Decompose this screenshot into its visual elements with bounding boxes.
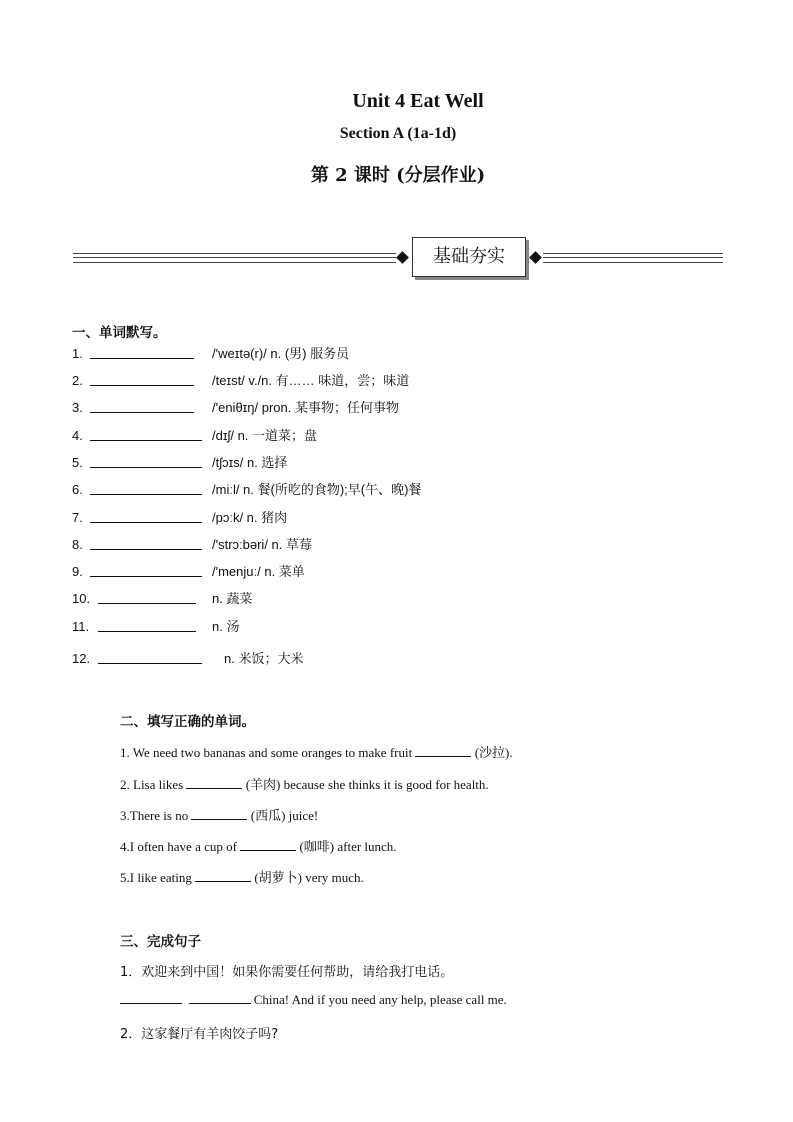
word-definition: /tʃɔɪs/ n. 选择 (212, 455, 288, 470)
answer-blank[interactable] (90, 494, 202, 495)
word-item (72, 650, 572, 668)
word-item (72, 427, 572, 445)
banner-label: 基础夯实 (412, 237, 526, 277)
answer-blank[interactable] (90, 358, 194, 359)
word-item (72, 590, 572, 608)
word-definition: /'eniθɪŋ/ pron. 某事物；任何事物 (212, 400, 399, 415)
answer-blank[interactable] (90, 549, 202, 550)
item-number: 9. (72, 564, 83, 579)
word-item (72, 509, 572, 527)
fill-item-3 (120, 805, 318, 824)
word-definition: /pɔːk/ n. 猪肉 (212, 510, 288, 525)
item-number: 4. (72, 428, 83, 443)
answer-blank[interactable] (90, 467, 202, 468)
lesson-subtitle: 第 2 课时 (分层作业) (310, 165, 486, 186)
page-title: Unit 4 Eat Well (352, 90, 484, 112)
fill-item-prefix: 5.I like eating (120, 870, 196, 885)
part2-heading: 二、填写正确的单词。 (120, 714, 255, 730)
answer-blank[interactable] (189, 992, 251, 1004)
word-definition: /'weɪtə(r)/ n. (男) 服务员 (212, 346, 350, 361)
answer-blank[interactable] (90, 522, 202, 523)
fill-item-1 (120, 742, 513, 761)
item-number: 3. (72, 400, 83, 415)
section-subtitle: Section A (1a-1d) (339, 125, 457, 142)
word-item (72, 536, 572, 554)
item-number: 11. (72, 619, 90, 634)
word-definition: /miːl/ n. 餐(所吃的食物);早(午、晚)餐 (212, 482, 422, 497)
answer-blank[interactable] (240, 839, 296, 851)
answer-blank[interactable] (98, 631, 196, 632)
fill-item-suffix: (胡萝卜) very much. (251, 870, 364, 885)
item-number: 1. (72, 346, 83, 361)
fill-item-2 (120, 774, 489, 793)
item-number: 5. (72, 455, 83, 470)
answer-blank[interactable] (98, 663, 202, 664)
word-definition: n. 米饭；大米 (224, 651, 304, 666)
fill-item-prefix: 1. We need two bananas and some oranges to make fruit (120, 745, 416, 760)
q1-chinese: 1．欢迎来到中国！如果你需要任何帮助，请给我打电话。 (120, 965, 454, 980)
word-definition: /dɪʃ/ n. 一道菜；盘 (212, 428, 318, 443)
word-item (72, 399, 572, 417)
q2-chinese: 2．这家餐厅有羊肉饺子吗? (120, 1027, 279, 1042)
word-item (72, 481, 572, 499)
answer-blank[interactable] (90, 385, 194, 386)
fill-item-suffix: (咖啡) after lunch. (296, 839, 397, 854)
item-number: 10. (72, 591, 91, 606)
answer-blank[interactable] (120, 992, 182, 1004)
fill-item-5 (120, 867, 364, 886)
q1-english-text: China! And if you need any help, please call me. (250, 992, 507, 1007)
item-number: 12. (72, 651, 91, 666)
part3-heading: 三、完成句子 (120, 934, 201, 950)
item-number: 6. (72, 482, 83, 497)
word-definition: /teɪst/ v./n. 有…… 味道，尝；味道 (212, 373, 410, 388)
word-definition: n. 蔬菜 (212, 591, 253, 606)
banner-rule-left (73, 253, 396, 263)
answer-blank[interactable] (186, 777, 242, 789)
q1-english (120, 992, 507, 1008)
answer-blank[interactable] (195, 870, 251, 882)
answer-blank[interactable] (415, 745, 471, 757)
word-item (72, 454, 572, 472)
fill-item-prefix: 2. Lisa likes (120, 777, 187, 792)
fill-item-4 (120, 836, 397, 855)
answer-blank[interactable] (191, 808, 247, 820)
fill-item-suffix: (西瓜) juice! (247, 808, 319, 823)
fill-item-suffix: (沙拉). (471, 745, 513, 760)
answer-blank[interactable] (90, 412, 194, 413)
word-item (72, 372, 572, 390)
banner-rule-right (543, 253, 723, 263)
word-definition: /'menjuː/ n. 菜单 (212, 564, 305, 579)
fill-item-prefix: 3.There is no (120, 808, 192, 823)
answer-blank[interactable] (98, 603, 196, 604)
part1-heading: 一、单词默写。 (72, 325, 167, 341)
word-item (72, 345, 572, 363)
answer-blank[interactable] (90, 440, 202, 441)
word-item (72, 563, 572, 581)
diamond-right-icon (529, 251, 542, 264)
answer-blank[interactable] (90, 576, 202, 577)
item-number: 8. (72, 537, 83, 552)
fill-item-prefix: 4.I often have a cup of (120, 839, 241, 854)
word-definition: /'strɔːbəri/ n. 草莓 (212, 537, 313, 552)
item-number: 2. (72, 373, 83, 388)
diamond-left-icon (396, 251, 409, 264)
fill-item-suffix: (羊肉) because she thinks it is good for health. (242, 777, 489, 792)
item-number: 7. (72, 510, 83, 525)
word-item (72, 618, 572, 636)
word-definition: n. 汤 (212, 619, 240, 634)
